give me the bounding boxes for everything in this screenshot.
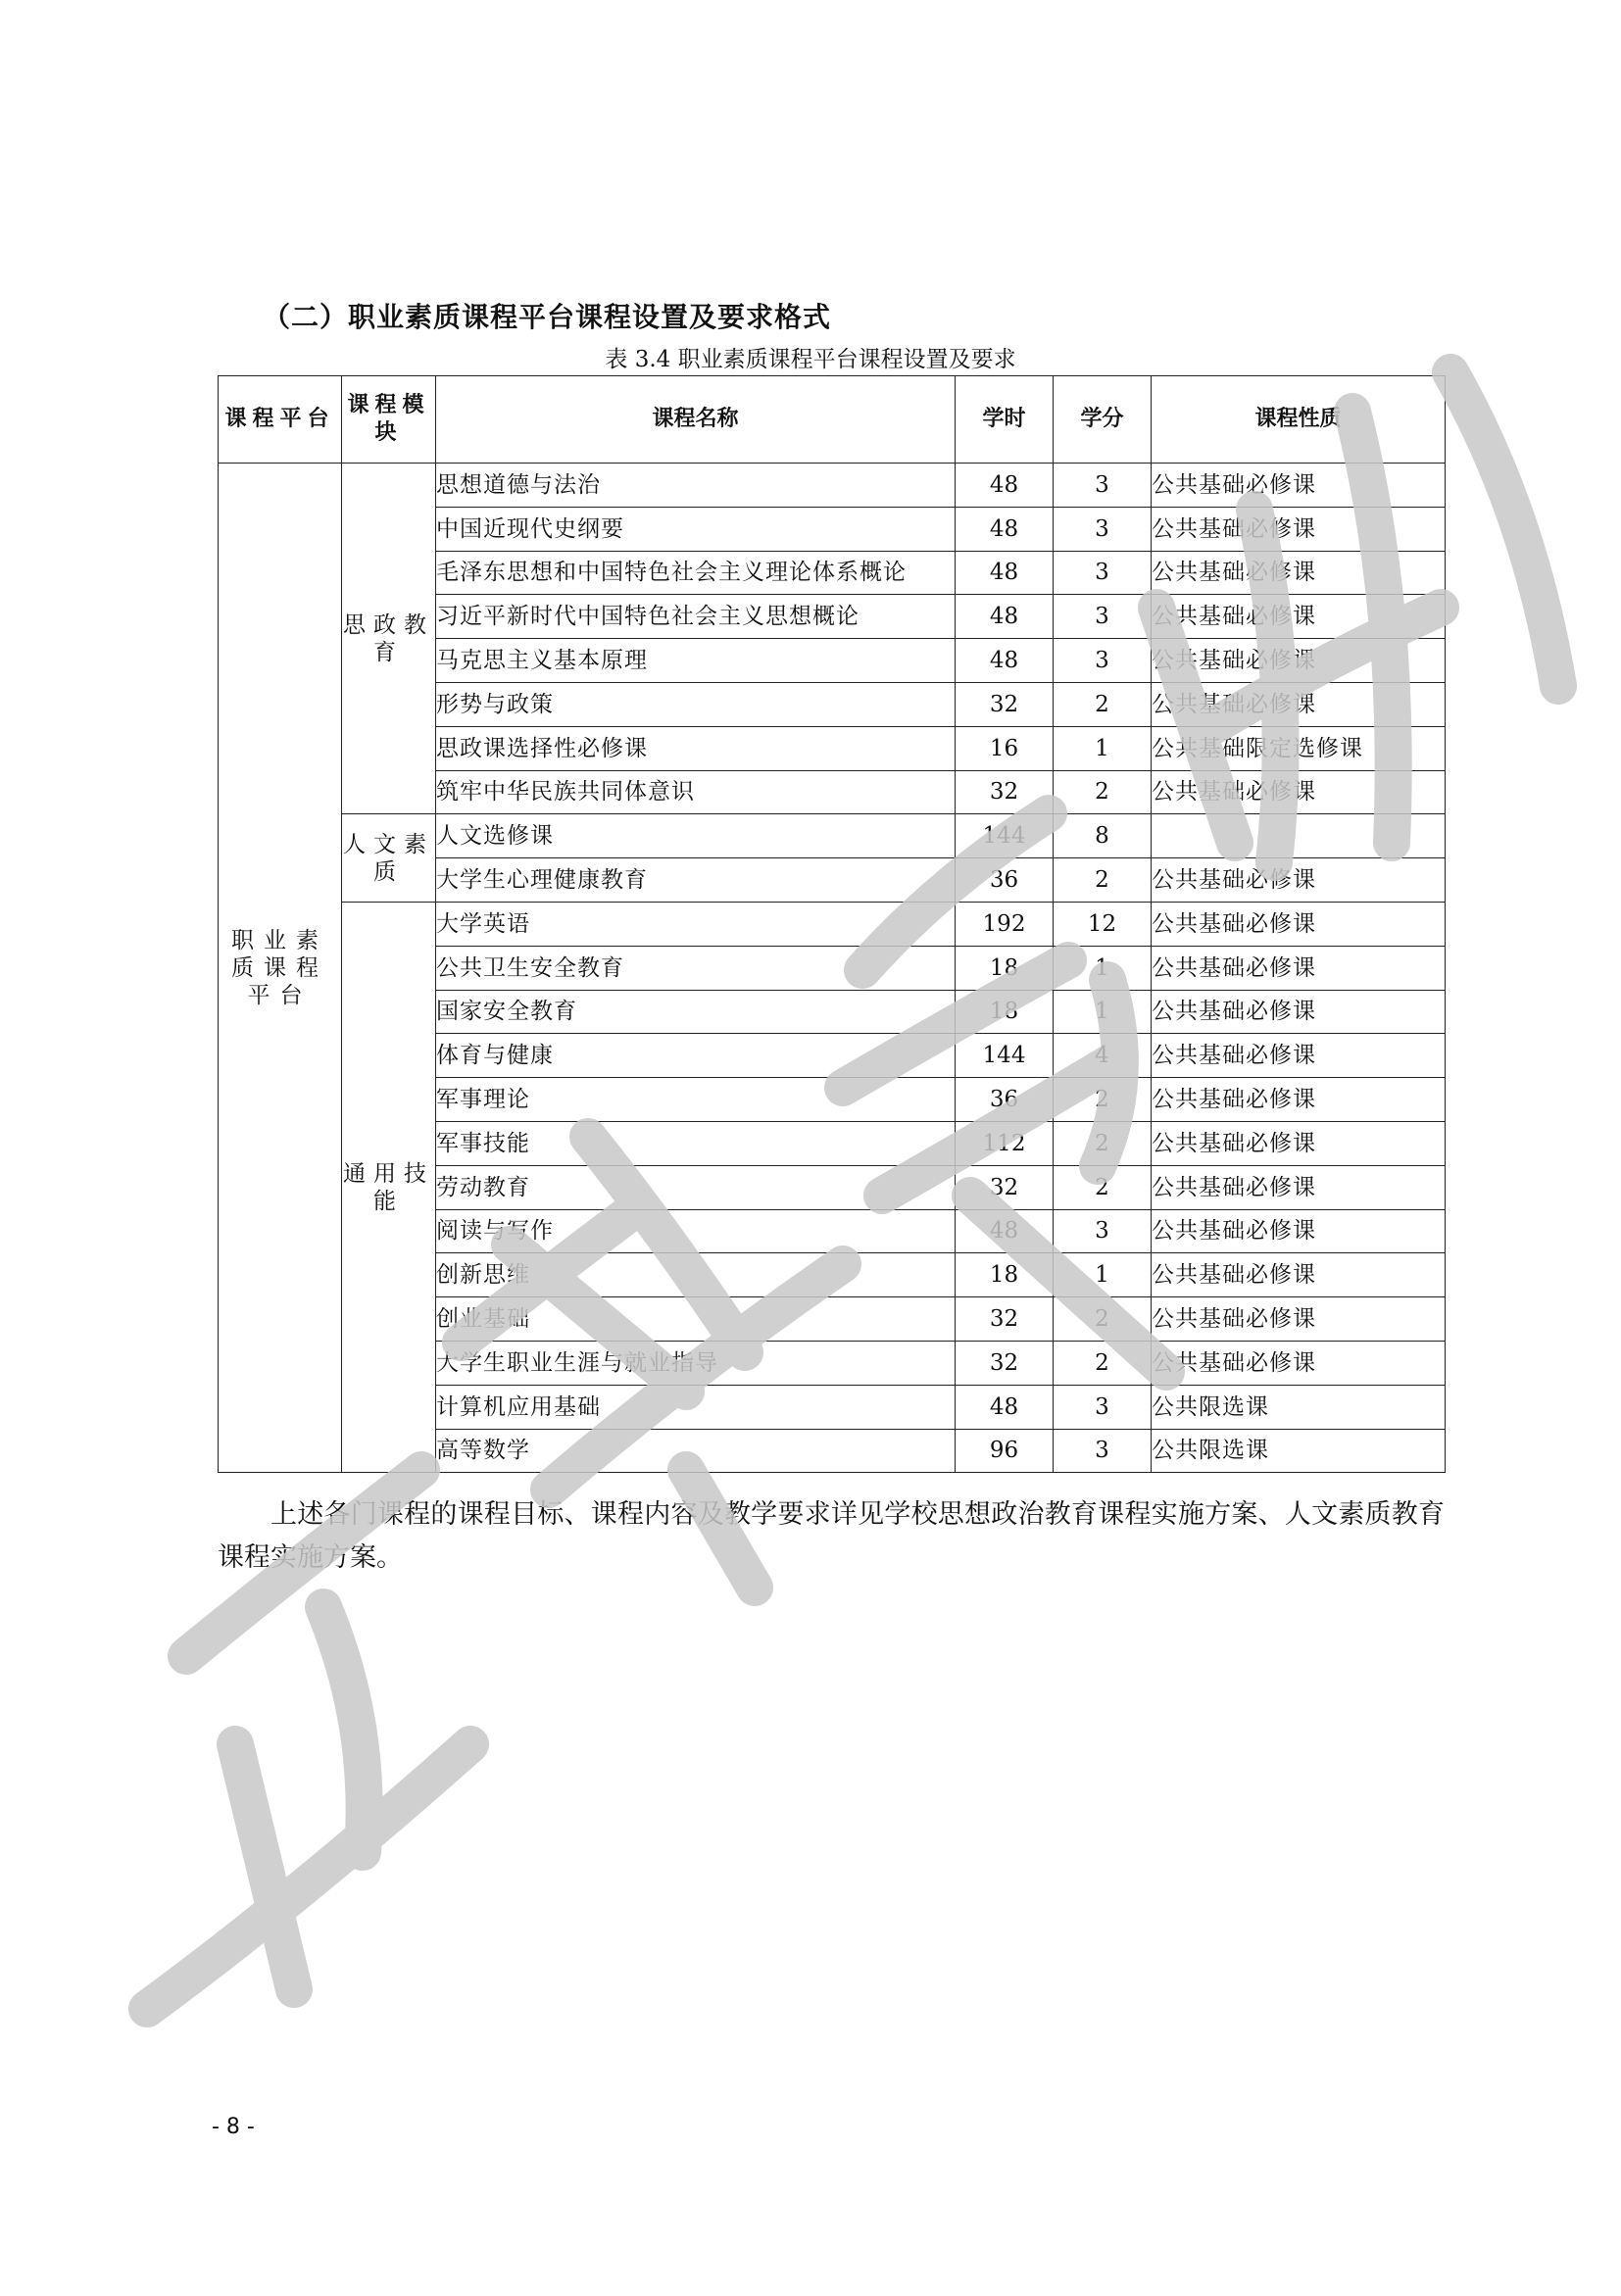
hours-cell: 48 [956,464,1054,508]
credits-cell: 2 [1054,1297,1152,1342]
nature-cell: 公共基础必修课 [1152,464,1446,508]
header-course-name: 课程名称 [436,376,956,464]
course-name-cell: 人文选修课 [436,814,956,858]
credits-cell: 1 [1054,1253,1152,1297]
credits-cell: 3 [1054,551,1152,595]
course-name-cell: 高等数学 [436,1429,956,1473]
module-cell: 人文素质 [342,814,436,903]
nature-cell: 公共基础必修课 [1152,1165,1446,1209]
nature-cell: 公共限选课 [1152,1385,1446,1429]
credits-cell: 2 [1054,1078,1152,1122]
credits-cell: 3 [1054,639,1152,683]
credits-cell: 1 [1054,726,1152,770]
header-credits: 学分 [1054,376,1152,464]
hours-cell: 18 [956,946,1054,990]
hours-cell: 32 [956,1341,1054,1385]
hours-cell: 32 [956,1165,1054,1209]
hours-cell: 32 [956,682,1054,726]
hours-cell: 48 [956,595,1054,639]
hours-cell: 18 [956,990,1054,1034]
hours-cell: 192 [956,902,1054,946]
course-name-cell: 军事技能 [436,1121,956,1165]
nature-cell: 公共限选课 [1152,1429,1446,1473]
credits-cell: 3 [1054,1385,1152,1429]
platform-cell: 职业素质课程平台 [219,464,342,1473]
credits-cell: 12 [1054,902,1152,946]
hours-cell: 96 [956,1429,1054,1473]
course-name-cell: 思想道德与法治 [436,464,956,508]
table-row [219,464,1446,508]
hours-cell: 32 [956,1297,1054,1342]
hours-cell: 16 [956,726,1054,770]
hours-cell: 32 [956,770,1054,814]
course-name-cell: 劳动教育 [436,1165,956,1209]
header-module: 课程模块 [342,376,436,464]
course-name-cell: 筑牢中华民族共同体意识 [436,770,956,814]
hours-cell: 48 [956,1209,1054,1253]
credits-cell: 2 [1054,1341,1152,1385]
page-number: - 8 - [212,2115,255,2139]
course-name-cell: 中国近现代史纲要 [436,507,956,551]
nature-cell: 公共基础必修课 [1152,1297,1446,1342]
credits-cell: 2 [1054,682,1152,726]
nature-cell: 公共基础必修课 [1152,858,1446,903]
body-paragraph: 上述各门课程的课程目标、课程内容及教学要求详见学校思想政治教育课程实施方案、人文素质教育课程实施方案。 [218,1499,1445,1573]
credits-cell: 2 [1054,770,1152,814]
module-cell: 思政教育 [342,464,436,814]
course-name-cell: 军事理论 [436,1078,956,1122]
hours-cell: 144 [956,814,1054,858]
hours-cell: 18 [956,1253,1054,1297]
table-row [219,902,1446,946]
table-caption: 表 3.4 职业素质课程平台课程设置及要求 [605,347,1016,372]
nature-cell: 公共基础必修课 [1152,1209,1446,1253]
hours-cell: 48 [956,1385,1054,1429]
nature-cell: 公共基础必修课 [1152,595,1446,639]
credits-cell: 2 [1054,1165,1152,1209]
credits-cell: 1 [1054,946,1152,990]
credits-cell: 1 [1054,990,1152,1034]
course-name-cell: 大学英语 [436,902,956,946]
course-name-cell: 体育与健康 [436,1034,956,1078]
table-body [219,464,1446,1473]
credits-cell: 2 [1054,1121,1152,1165]
credits-cell: 4 [1054,1034,1152,1078]
course-name-cell: 创业基础 [436,1297,956,1342]
nature-cell: 公共基础必修课 [1152,507,1446,551]
course-name-cell: 创新思维 [436,1253,956,1297]
nature-cell: 公共基础必修课 [1152,1034,1446,1078]
credits-cell: 3 [1054,1209,1152,1253]
course-name-cell: 马克思主义基本原理 [436,639,956,683]
module-cell: 通用技能 [342,902,436,1472]
nature-cell: 公共基础限定选修课 [1152,726,1446,770]
table-header-row [219,376,1446,464]
hours-cell: 48 [956,551,1054,595]
credits-cell: 8 [1054,814,1152,858]
hours-cell: 112 [956,1121,1054,1165]
course-name-cell: 计算机应用基础 [436,1385,956,1429]
nature-cell: 公共基础必修课 [1152,902,1446,946]
course-name-cell: 大学生职业生涯与就业指导 [436,1341,956,1385]
credits-cell: 2 [1054,858,1152,903]
hours-cell: 48 [956,507,1054,551]
course-name-cell: 阅读与写作 [436,1209,956,1253]
hours-cell: 36 [956,858,1054,903]
course-name-cell: 国家安全教育 [436,990,956,1034]
course-name-cell: 毛泽东思想和中国特色社会主义理论体系概论 [436,551,956,595]
nature-cell: 公共基础必修课 [1152,1121,1446,1165]
nature-cell: 公共基础必修课 [1152,1253,1446,1297]
course-name-cell: 大学生心理健康教育 [436,858,956,903]
course-name-cell: 公共卫生安全教育 [436,946,956,990]
header-nature: 课程性质 [1152,376,1446,464]
header-platform: 课程平台 [219,376,342,464]
nature-cell: 公共基础必修课 [1152,946,1446,990]
table-row [219,814,1446,858]
hours-cell: 48 [956,639,1054,683]
course-name-cell: 习近平新时代中国特色社会主义思想概论 [436,595,956,639]
nature-cell: 公共基础必修课 [1152,551,1446,595]
nature-cell: 公共基础必修课 [1152,1078,1446,1122]
credits-cell: 3 [1054,464,1152,508]
nature-cell: 公共基础必修课 [1152,1341,1446,1385]
course-table [218,375,1446,1473]
credits-cell: 3 [1054,595,1152,639]
nature-cell [1152,814,1446,858]
nature-cell: 公共基础必修课 [1152,990,1446,1034]
credits-cell: 3 [1054,1429,1152,1473]
hours-cell: 36 [956,1078,1054,1122]
nature-cell: 公共基础必修课 [1152,770,1446,814]
header-hours: 学时 [956,376,1054,464]
course-name-cell: 形势与政策 [436,682,956,726]
nature-cell: 公共基础必修课 [1152,639,1446,683]
course-name-cell: 思政课选择性必修课 [436,726,956,770]
credits-cell: 3 [1054,507,1152,551]
hours-cell: 144 [956,1034,1054,1078]
nature-cell: 公共基础必修课 [1152,682,1446,726]
section-heading: （二）职业素质课程平台课程设置及要求格式 [263,301,832,333]
